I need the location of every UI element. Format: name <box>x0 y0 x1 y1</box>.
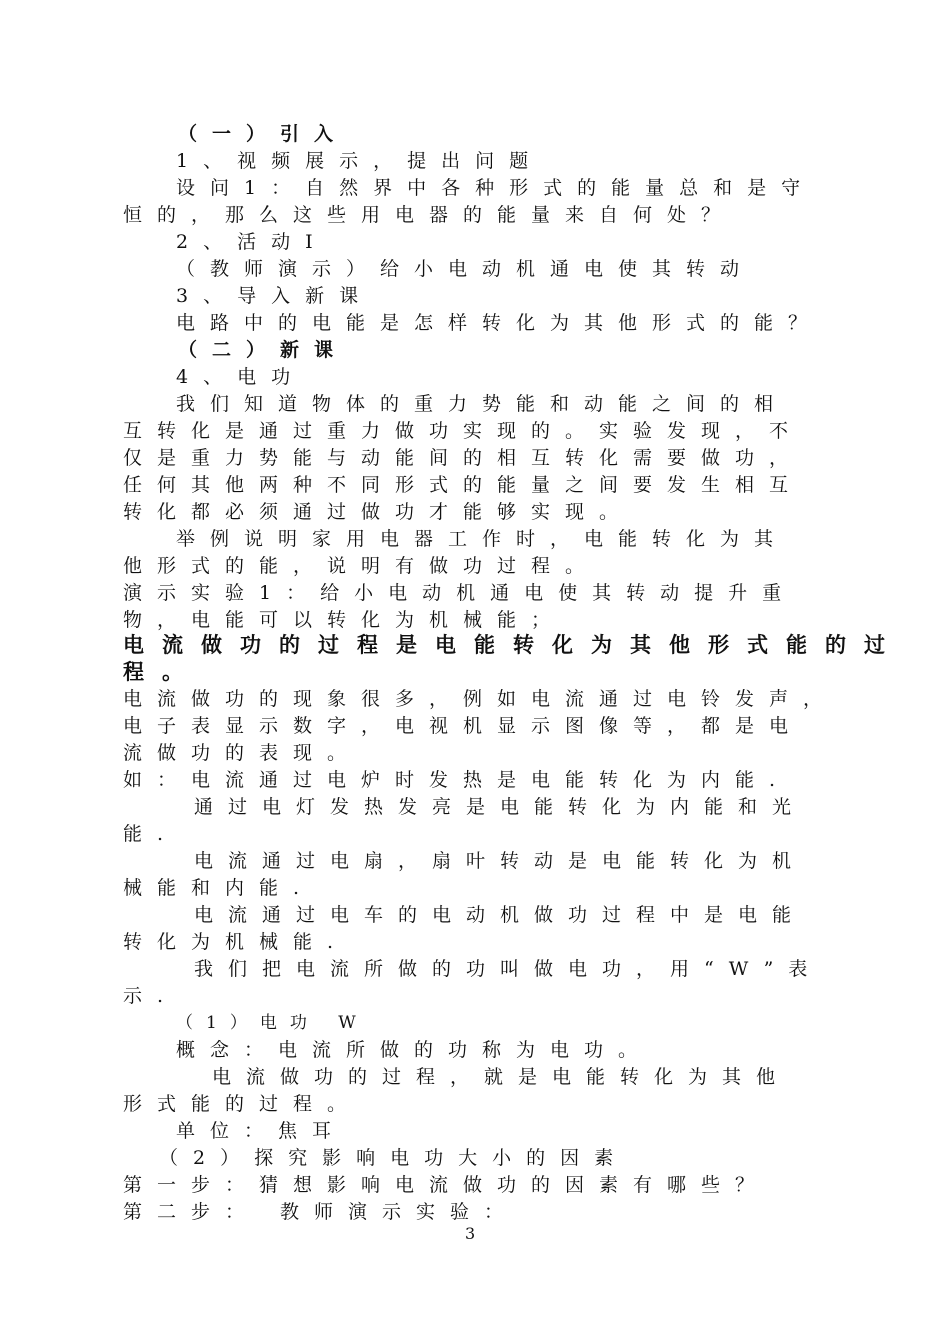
paragraph-line: 流做功的表现。 <box>123 742 362 764</box>
paragraph-line: 他形式的能，说明有做功过程。 <box>123 555 600 577</box>
section-heading-new-lesson: （二）新课 <box>178 339 349 361</box>
subheading-factors: （2）探究影响电功大小的因素 <box>159 1147 629 1169</box>
paragraph-line: 任何其他两种不同形式的能量之间要发生相互 <box>123 474 804 496</box>
paragraph-line: 2、活动Ⅰ <box>176 231 328 253</box>
paragraph-line: 电流做功的现象很多，例如电流通过电铃发声， <box>123 688 838 710</box>
paragraph-line: 物，电能可以转化为机械能； <box>123 609 566 631</box>
paragraph-line: 如：电流通过电炉时发热是电能转化为内能. <box>123 769 791 791</box>
subheading-electric-work: （1）电功 W <box>176 1013 369 1033</box>
paragraph-line: 通过电灯发热发亮是电能转化为内能和光 <box>194 796 807 818</box>
paragraph-line: 电子表显示数字，电视机显示图像等，都是电 <box>123 715 804 737</box>
paragraph-line: 械能和内能. <box>123 877 315 899</box>
paragraph-line: 演示实验1：给小电动机通电使其转动提升重 <box>123 582 797 604</box>
paragraph-line: 我们把电流所做的功叫做电功，用“W”表 <box>194 958 823 980</box>
paragraph-line: 示. <box>123 985 179 1007</box>
paragraph-line: 转化都必须通过做功才能够实现。 <box>123 501 634 523</box>
paragraph-line: 举例说明家用电器工作时，电能转化为其 <box>176 528 789 550</box>
paragraph-line: 电路中的电能是怎样转化为其他形式的能？ <box>176 312 823 334</box>
paragraph-line: 能. <box>123 823 179 845</box>
paragraph-line: 电流做功的过程，就是电能转化为其他 <box>212 1066 791 1088</box>
paragraph-line: 设问1：自然界中各种形式的能量总和是守 <box>176 177 816 199</box>
paragraph-line: （教师演示）给小电动机通电使其转动 <box>176 258 755 280</box>
paragraph-line: 我们知道物体的重力势能和动能之间的相 <box>176 393 789 415</box>
emphasis-line: 程。 <box>123 660 201 684</box>
paragraph-line: 恒的，那么这些用电器的能量来自何处？ <box>123 204 736 226</box>
paragraph-line: 仅是重力势能与动能间的相互转化需要做功， <box>123 447 804 469</box>
paragraph-line: 4、电功 <box>176 366 306 388</box>
paragraph-line: 转化为机械能. <box>123 931 349 953</box>
section-heading-intro: （一）引入 <box>178 123 349 145</box>
paragraph-line: 3、导入新课 <box>176 285 374 307</box>
paragraph-line: 第二步： 教师演示实验： <box>123 1201 519 1223</box>
paragraph-line: 电流通过电扇，扇叶转动是电能转化为机 <box>194 850 807 872</box>
page-number: 3 <box>465 1224 476 1243</box>
paragraph-line: 概念：电流所做的功称为电功。 <box>176 1039 653 1061</box>
paragraph-line: 第一步：猜想影响电流做功的因素有哪些？ <box>123 1174 770 1196</box>
paragraph-line: 形式能的过程。 <box>123 1093 362 1115</box>
paragraph-line: 1、视频展示，提出问题 <box>176 150 544 172</box>
paragraph-line: 电流通过电车的电动机做功过程中是电能 <box>194 904 807 926</box>
emphasis-line: 电流做功的过程是电能转化为其他形式能的过 <box>123 633 903 657</box>
paragraph-line: 互转化是通过重力做功实现的。实验发现，不 <box>123 420 804 442</box>
paragraph-line: 单位：焦耳 <box>176 1120 347 1142</box>
